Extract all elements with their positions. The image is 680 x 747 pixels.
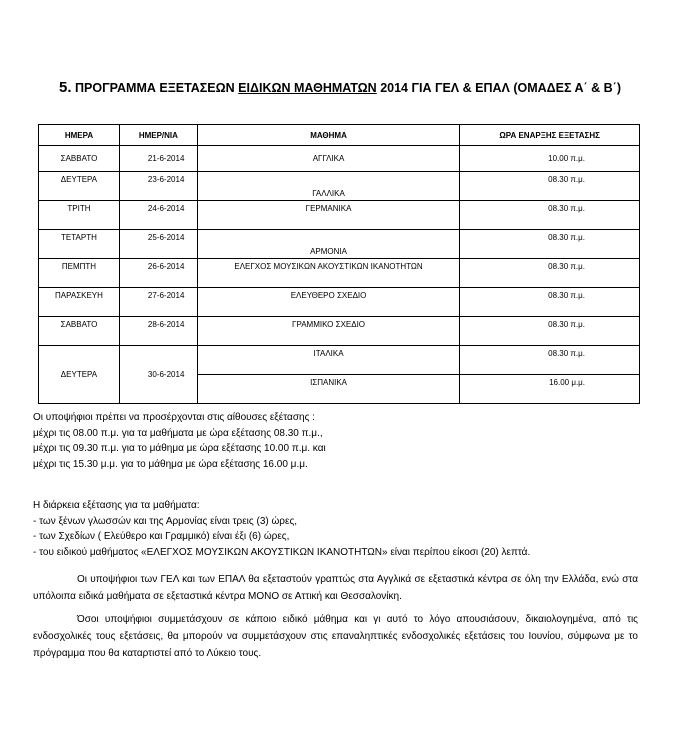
duration-line: - των Σχεδίων ( Ελεύθερο και Γραμμικό) είναι έξι (6) ώρες, [33, 531, 290, 542]
cell-day: ΣΑΒΒΑΤΟ [39, 146, 120, 172]
cell-day: ΣΑΒΒΑΤΟ [39, 317, 120, 346]
cell-date: 27-6-2014 [119, 288, 197, 317]
cell-time: 08.30 π.μ. [460, 346, 640, 375]
header-subject: ΜΑΘΗΜΑ [197, 125, 459, 146]
cell-day: ΠΕΜΠΤΗ [39, 259, 120, 288]
cell-time: 08.30 π.μ. [460, 230, 640, 259]
title-number: 5. [59, 79, 72, 96]
cell-subject: ΕΛΕΓΧΟΣ ΜΟΥΣΙΚΩΝ ΑΚΟΥΣΤΙΚΩΝ ΙΚΑΝΟΤΗΤΩΝ [197, 259, 459, 288]
cell-time: 08.30 π.μ. [460, 201, 640, 230]
cell-date: 21-6-2014 [119, 146, 197, 172]
cell-subject: ΓΡΑΜΜΙΚΟ ΣΧΕΔΙΟ [197, 317, 459, 346]
cell-subject: ΙΣΠΑΝΙΚΑ [197, 375, 459, 404]
cell-date: 28-6-2014 [119, 317, 197, 346]
table-header-row [39, 125, 640, 146]
cell-date: 26-6-2014 [119, 259, 197, 288]
cell-day: ΔΕΥΤΕΡΑ [39, 346, 120, 404]
cell-subject: ΙΤΑΛΙΚΑ [197, 346, 459, 375]
duration-intro: Η διάρκεια εξέτασης για τα μαθήματα: [33, 500, 200, 511]
cell-time: 08.30 π.μ. [460, 288, 640, 317]
duration-line: - του ειδικού μαθήματος «ΕΛΕΓΧΟΣ ΜΟΥΣΙΚΩΝ ΑΚΟΥΣΤΙΚΩΝ ΙΚΑΝΟΤΗΤΩΝ» είναι περίπου είκοσι (20) λεπτά. [33, 546, 531, 558]
cell-date: 30-6-2014 [119, 346, 197, 404]
table-row [39, 146, 640, 172]
arrival-line: μέχρι τις 08.00 π.μ. για τα μαθήματα με ώρα εξέτασης 08.30 π.μ., [33, 427, 323, 439]
title-part-1: ΠΡΟΓΡΑΜΜΑ ΕΞΕΤΑΣΕΩΝ [71, 81, 239, 95]
cell-time: 08.30 π.μ. [460, 259, 640, 288]
cell-subject: ΑΡΜΟΝΙΑ [197, 230, 459, 259]
cell-date: 24-6-2014 [119, 201, 197, 230]
header-date: ΗΜΕΡ/ΝΙΑ [119, 125, 197, 146]
exam-schedule-table [38, 124, 640, 404]
cell-subject: ΕΛΕΥΘΕΡΟ ΣΧΕΔΙΟ [197, 288, 459, 317]
arrival-intro: Οι υποψήφιοι πρέπει να προσέρχονται στις αίθουσες εξέτασης : [33, 412, 315, 423]
cell-time: 16.00 μ.μ. [460, 375, 640, 404]
header-day: ΗΜΕΡΑ [39, 125, 120, 146]
duration-instructions [33, 498, 530, 560]
cell-subject: ΓΕΡΜΑΝΙΚΑ [197, 201, 459, 230]
duration-line: - των ξένων γλωσσών και της Αρμονίας είναι τρεις (3) ώρες, [33, 515, 298, 527]
exam-centers-paragraph [33, 571, 638, 605]
cell-day: ΤΡΙΤΗ [39, 201, 120, 230]
cell-time: 08.30 π.μ. [460, 172, 640, 201]
cell-subject: ΓΑΛΛΙΚΑ [197, 172, 459, 201]
table-row [39, 230, 640, 259]
title-underlined: ΕΙΔΙΚΩΝ ΜΑΘΗΜΑΤΩΝ [238, 81, 377, 95]
title-part-2: 2014 ΓΙΑ ΓΕΛ & ΕΠΑΛ (ΟΜΑΔΕΣ Α΄ & Β΄) [376, 81, 621, 95]
note-paragraph-1: Οι υποψήφιοι των ΓΕΛ και των ΕΠΑΛ θα εξεταστούν γραπτώς στα Αγγλικά σε εξεταστικά κέντρα σε όλη την Ελλάδα, ενώ στα υπόλοιπα ειδικά μαθήματα σε εξεταστικά κέντρα ΜΟΝΟ σε Αττική και Θεσσαλονίκη. [33, 574, 638, 602]
cell-date: 25-6-2014 [119, 230, 197, 259]
cell-day: ΔΕΥΤΕΡΑ [39, 172, 120, 201]
cell-day: ΤΕΤΑΡΤΗ [39, 230, 120, 259]
cell-date: 23-6-2014 [119, 172, 197, 201]
table-row [39, 346, 640, 375]
table-row [39, 288, 640, 317]
table-row [39, 259, 640, 288]
page-title [0, 79, 680, 96]
cell-time: 08.30 π.μ. [460, 317, 640, 346]
arrival-line: μέχρι τις 15.30 μ.μ. για το μάθημα με ώρα εξέτασης 16.00 μ.μ. [33, 458, 308, 470]
header-time: ΩΡΑ ΕΝΑΡΞΗΣ ΕΞΕΤΑΣΗΣ [460, 125, 640, 146]
cell-subject: ΑΓΓΛΙΚΑ [197, 146, 459, 172]
arrival-line: μέχρι τις 09.30 π.μ. για το μάθημα με ώρα εξέτασης 10.00 π.μ. και [33, 443, 326, 454]
absence-paragraph [33, 611, 638, 662]
table-row [39, 201, 640, 230]
note-paragraph-2: Όσοι υποψήφιοι συμμετάσχουν σε κάποιο ειδικό μάθημα και γι αυτό το λόγο απουσιάσουν, δικαιολογημένα, από τις ενδοσχολικές τους εξετάσεις, θα μπορούν να συμμετάσχουν στις επαναληπτικές ενδοσχολικές εξετάσεις του Ιουνίου, σύμφωνα με το πρόγραμμα που θα καταρτιστεί από το Λύκειο τους. [33, 614, 638, 659]
cell-day: ΠΑΡΑΣΚΕΥΗ [39, 288, 120, 317]
cell-time: 10.00 π.μ. [460, 146, 640, 172]
table-row [39, 172, 640, 201]
table-row [39, 317, 640, 346]
arrival-instructions [33, 410, 326, 472]
